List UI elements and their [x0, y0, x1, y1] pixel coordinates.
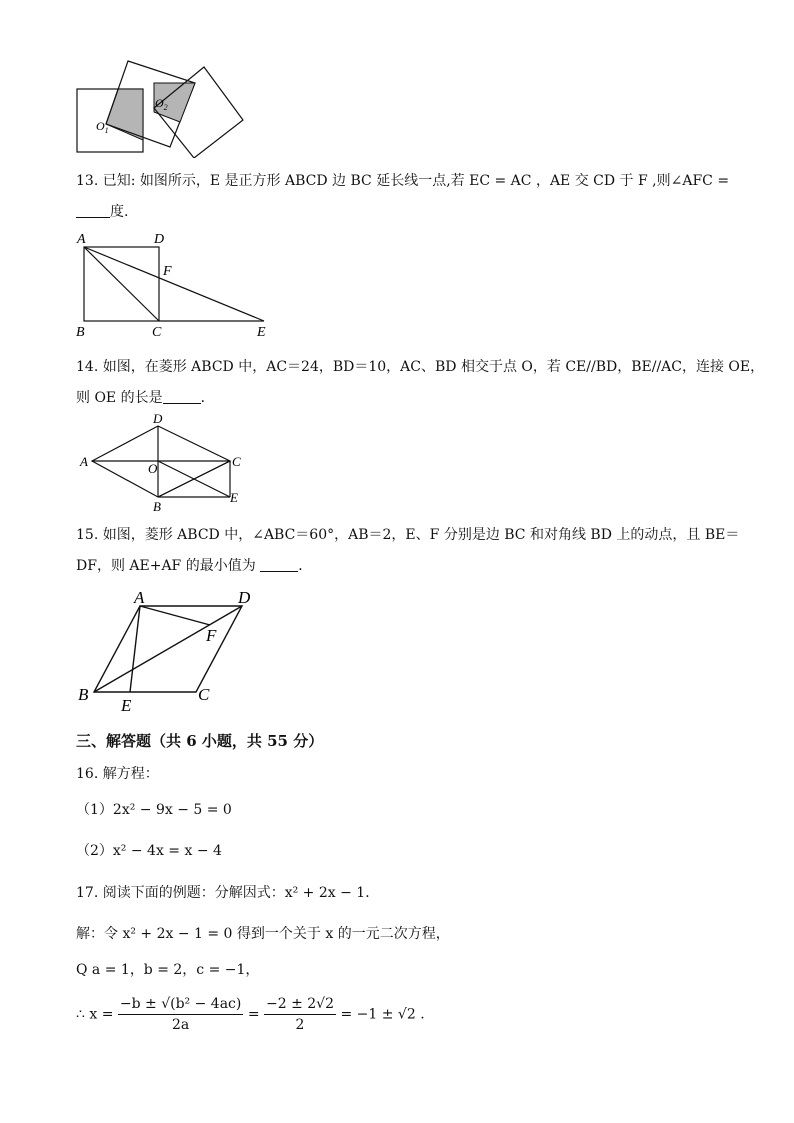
fig15-label-e: E: [121, 696, 132, 714]
fig13-label-e: E: [257, 325, 266, 340]
fig14-label-c: C: [232, 454, 241, 469]
q17-frac2-numerator: −2 ± 2√2: [264, 994, 336, 1015]
fig13-label-f: F: [163, 264, 172, 279]
fig13-square-diagram: [70, 228, 280, 340]
q13-line2-suffix: 度.: [110, 204, 129, 220]
q15-line2: [76, 555, 312, 575]
fig15-line-af: [140, 606, 210, 625]
fig13-label-b: B: [76, 325, 85, 340]
q17-quadratic-formula: [118, 994, 243, 1035]
q15-line2-suffix: ．: [298, 558, 313, 574]
q15-answer-blank[interactable]: [260, 559, 298, 572]
fig15-label-b: B: [78, 685, 89, 704]
fig13-line-ac: [84, 247, 159, 321]
q17-equals: =: [247, 1006, 260, 1023]
q13-line1: 13. 已知: 如图所示，E 是正方形 ABCD 边 BC 延长线一点,若 EC = AC ，AE 交 CD 于 F ,则∠AFC =: [76, 173, 730, 189]
fig13-line-ae: [84, 247, 264, 321]
q17-frac1-numerator: −b ± √(b² − 4ac): [118, 994, 243, 1015]
fig13-label-c: C: [152, 325, 162, 340]
q14-line2-suffix: ．: [200, 390, 215, 406]
q14-line2-prefix: 则 OE 的长是: [76, 390, 163, 406]
fig15-rhombus-diagram: [72, 584, 272, 714]
fig14-label-d: D: [153, 411, 163, 426]
q17-stem: 17. 阅读下面的例题：分解因式：x² + 2x − 1．: [76, 885, 380, 901]
section3-heading: 三、解答题（共 6 小题，共 55 分）: [76, 732, 324, 750]
fig13-label-a: A: [77, 232, 86, 247]
q17-frac2-denominator: 2: [295, 1017, 305, 1033]
fig14-label-a: A: [80, 454, 88, 469]
q15-line1: 15. 如图，菱形 ABCD 中，∠ABC＝60°，AB＝2，E、F 分别是边 BC 和对角线 BD 上的动点，且 BE＝: [76, 527, 740, 543]
fig12-label-o1: $O_1$: [96, 119, 109, 135]
q13-line2: [76, 201, 128, 221]
q17-solution-line2: Q a = 1，b = 2，c = −1，: [76, 962, 260, 978]
fig14-rhombus-diagram: [74, 410, 254, 515]
fig14-label-e: E: [230, 490, 238, 505]
fig14-label-o: O: [148, 461, 158, 476]
q17-solution-line1: 解：令 x² + 2x − 1 = 0 得到一个关于 x 的一元二次方程，: [76, 926, 450, 942]
q17-result: = −1 ± √2 .: [340, 1006, 425, 1023]
fig15-label-c: C: [198, 685, 210, 704]
q16-part1: （1）2x² − 9x − 5 = 0: [76, 802, 232, 818]
q17-solution-line3: [76, 994, 425, 1035]
q17-substituted-fraction: [264, 994, 336, 1035]
q14-line1: 14. 如图，在菱形 ABCD 中，AC＝24，BD＝10，AC、BD 相交于点 O，若 CE//BD，BE//AC，连接 OE，: [76, 359, 765, 375]
q15-line2-prefix: DF，则 AE+AF 的最小值为: [76, 558, 256, 574]
fig15-label-a: A: [134, 588, 145, 607]
fig14-label-b: B: [153, 499, 161, 514]
q16-stem: 16. 解方程：: [76, 766, 159, 782]
fig12-overlapping-squares: [70, 58, 260, 158]
q13-answer-blank[interactable]: [76, 205, 110, 218]
fig15-line-ae: [130, 606, 140, 692]
fig12-shaded-1: [106, 89, 143, 140]
q14-answer-blank[interactable]: [163, 391, 201, 404]
fig15-diag-bd: [94, 606, 242, 692]
q14-line2: [76, 387, 215, 407]
fig15-label-d: D: [238, 588, 251, 607]
q17-frac1-denominator: 2a: [171, 1017, 190, 1033]
fig12-label-o2: $O_2$: [155, 96, 168, 112]
fig13-label-d: D: [154, 232, 165, 247]
fig15-label-f: F: [206, 626, 217, 645]
q16-part2: （2）x² − 4x = x − 4: [76, 843, 222, 859]
q17-x-equals: ∴ x =: [76, 1006, 114, 1023]
